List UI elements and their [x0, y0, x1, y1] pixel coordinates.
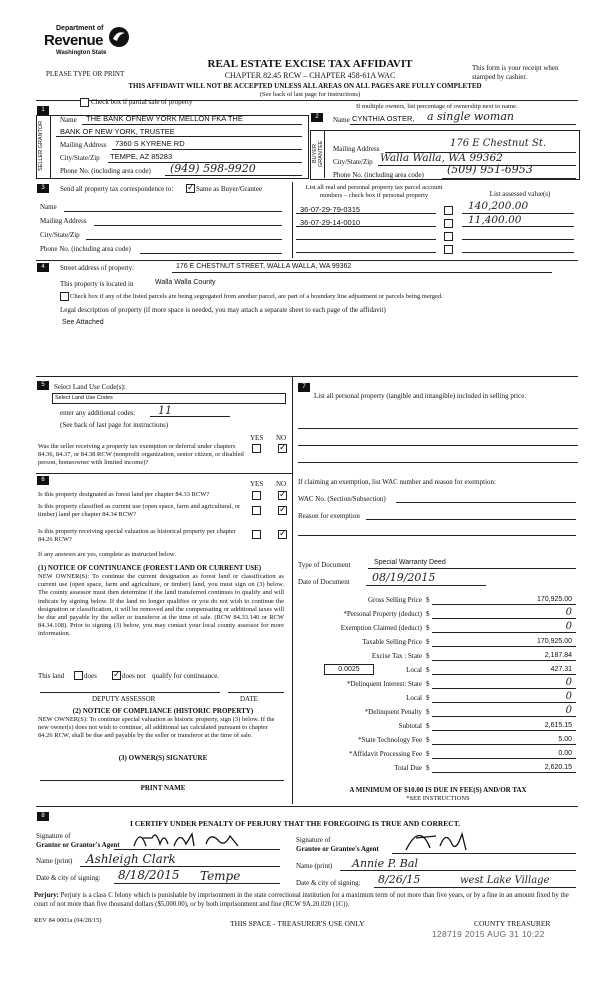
grantor-sig-label2: Grantor or Grantor's Agent	[36, 841, 120, 849]
grantee-phone-line	[442, 178, 576, 179]
personal-line-3	[298, 462, 578, 463]
tax-row-currency: $	[426, 750, 430, 758]
notice1-body: NEW OWNER(S): To continue the current designation as forest land or classification as current use (open space, farm and agriculture, or timber) land, you must sign on (3) below. The county assessor must then determine if the land transferred continues to qualify and will indicate by signing below. If the land no longer qualifies or you do not wish to continue the designation or classification, it will be removed and the compensating or additional taxes will be due and payable by the seller or transferor at the time of sale. (RCW 84.33.140 or RCW 84.34.108). Prior to signing (3) below, you may contact your local county assessor for more information.	[38, 573, 284, 638]
tax-row-currency: $	[426, 624, 430, 632]
sec2-side-label: BUYER GRANTEE	[312, 140, 324, 168]
check-mark-icon: ✓	[187, 182, 195, 192]
tax-row-value: 170,925.00	[536, 638, 572, 645]
tax-row-value: 2,620.15	[544, 764, 572, 771]
land-use-select[interactable]: Select Land Use Codes	[52, 393, 286, 404]
sec5-see-back: (See back of last page for instructions)	[60, 421, 169, 429]
tax-row-line	[432, 772, 576, 773]
sec8-top-rule	[36, 806, 578, 807]
check-mark-icon: ✓	[279, 489, 287, 499]
parcel-2-value-line	[462, 226, 574, 227]
grantor-phone-label: Phone No. (including area code)	[60, 167, 151, 175]
tax-row-line	[432, 660, 576, 661]
grantor-sig-line	[114, 849, 280, 850]
grantor-name-line2	[56, 136, 302, 137]
exemption-question: Was the seller receiving a property tax exemption or deferral under chapters 84.36, 84.37, or 84.38 RCW (nonprofit organization, senior citizen, or disabled person, homeowner with limited income)?	[38, 443, 244, 466]
tax-row-currency: $	[426, 764, 430, 772]
receipt-note: This form is your receipt when stamped by cashier.	[472, 64, 559, 81]
sec8-badge: 8	[37, 812, 49, 821]
land-does-not-label: does not	[122, 672, 146, 680]
minimum-note: A MINIMUM OF $10.00 IS DUE IN FEE(S) AND/OR TAX	[349, 786, 527, 794]
tax-row-currency: $	[426, 708, 430, 716]
deputy-date-line	[228, 692, 284, 693]
historic-question: Is this property receiving special valuation as historical property per chapter 84.26 RCW?	[38, 528, 236, 543]
partial-sale-label: Check box if partial sale of property	[91, 98, 193, 106]
parcel-1-number: 36-07-29-79-0315	[300, 205, 361, 214]
grantor-name-label: Name	[60, 116, 77, 124]
grantor-name-value2: BANK OF NEW YORK, TRUSTEE	[60, 127, 175, 136]
segregated-label: Check box if any of the listed parcels are being segregated from another parcel, are part of a boundary line adjustment or parcels being merged.	[70, 293, 443, 300]
parcel-4-line	[296, 252, 436, 253]
tax-row-value: 0	[565, 607, 572, 618]
multiple-owners-note: If multiple owners, list percentage of ownership next to name.	[356, 103, 518, 110]
treasurer-stamp: 128719 2015 AUG 31 10:22	[432, 929, 545, 939]
historic-yes-checkbox[interactable]	[252, 530, 261, 539]
please-type: PLEASE TYPE OR PRINT	[46, 70, 125, 78]
parcel-3-value-line	[462, 239, 574, 240]
tax-row-line	[432, 744, 576, 745]
tax-row-line	[432, 688, 576, 689]
tax-row-currency: $	[426, 736, 430, 744]
parcel-2-number: 36-07-29-14-0010	[300, 218, 361, 227]
grantor-date: 8/18/2015	[118, 868, 180, 882]
if-yes-note: If any answers are yes, complete as instructed below.	[38, 551, 176, 558]
dept-line2: Revenue	[44, 32, 104, 49]
land-does-label: does	[84, 672, 97, 680]
tax-row-value: 2,615.15	[544, 722, 572, 729]
owner-signature-line	[40, 780, 284, 781]
see-back-header: (See back of last page for instructions)	[259, 91, 361, 98]
grantor-city-value: TEMPE, AZ 85283	[110, 152, 173, 161]
personal-line-2	[298, 445, 578, 446]
reason-line-2	[298, 535, 576, 536]
grantor-name-print-label: Name (print)	[36, 857, 73, 865]
tax-row-value: 0	[565, 621, 572, 632]
grantee-name-line	[350, 124, 576, 125]
sec2-divider	[324, 130, 325, 178]
grantee-print-line	[340, 870, 576, 871]
perjury-bold: Perjury:	[34, 892, 59, 899]
parcel-4-personal-checkbox[interactable]	[444, 245, 453, 254]
legal-description-value: See Attached	[62, 319, 104, 326]
sec4-top-rule	[36, 260, 578, 261]
forest-land-question: Is this property designated as forest land per chapter 84.33 RCW?	[38, 491, 210, 498]
check-mark-icon: ✓	[279, 528, 287, 538]
tax-row-currency: $	[426, 610, 430, 618]
grantor-print-line	[80, 866, 280, 867]
sec6-yes-header: YES	[250, 480, 264, 488]
parcel-3-line	[296, 239, 436, 240]
tax-row-label: *Affidavit Processing Fee	[349, 750, 422, 758]
grantee-city-value: Walla Walla, WA 99362	[380, 152, 503, 164]
check-mark-icon: ✓	[279, 442, 287, 452]
street-address-value: 176 E CHESTNUT STREET, WALLA WALLA, WA 99362	[176, 263, 352, 270]
grantee-sig-label1: Signature of	[296, 836, 331, 844]
sec5-top-rule	[36, 376, 578, 377]
dept-line1: Department of	[56, 25, 104, 32]
tax-row-currency: $	[426, 722, 430, 730]
doc-type-label: Type of Document	[298, 561, 351, 569]
same-as-buyer-checkbox[interactable]	[186, 184, 195, 193]
tax-row-line	[432, 604, 576, 605]
grantor-phone-value: (949) 598-9920	[170, 162, 256, 175]
check-mark-icon: ✓	[113, 669, 121, 679]
notice1-title: (1) NOTICE OF CONTINUANCE (FOREST LAND OR CURRENT USE)	[38, 564, 262, 572]
historic-no-checkbox[interactable]	[278, 530, 287, 539]
county-treasurer: COUNTY TREASURER	[474, 919, 551, 928]
parcel-2-personal-checkbox[interactable]	[444, 219, 453, 228]
street-address-label: Street address of property:	[60, 264, 135, 272]
grantee-date: 8/26/15	[378, 873, 421, 886]
tax-row-line	[432, 702, 576, 703]
grantor-city: Tempe	[200, 869, 241, 883]
doc-type-line	[368, 568, 576, 569]
perjury-text: Perjury is a class C felony which is punishable by imprisonment in the state correctional institution for a maximum term of not more than five years, or by a fine in an amount fixed by the court of not more than five thousand dollars ($5,000.00), or by both imprisonment and fine (RCW 9A.20.020 (1C)).	[34, 892, 569, 908]
sec1-side-label: SELLER GRANTOR	[38, 120, 44, 172]
tax-row-label: *Delinquent Interest: State	[346, 680, 422, 688]
grantee-sig-line	[392, 853, 576, 854]
local-rate-box: 0.0025	[324, 664, 374, 675]
grantor-sig-label1: Signature of	[36, 832, 71, 840]
legal-description-label: Legal description of property (if more space is needed, you may attach a separate sheet to each page of the affidavit)	[60, 306, 386, 314]
additional-codes-value[interactable]: 11	[158, 404, 172, 417]
personal-line-1	[298, 428, 578, 429]
land-does-not-checkbox[interactable]	[112, 671, 121, 680]
tax-row-currency: $	[426, 680, 430, 688]
wac-line	[396, 502, 576, 503]
grantor-city-label: City/State/Zip	[60, 154, 100, 162]
warning-line: THIS AFFIDAVIT WILL NOT BE ACCEPTED UNLESS ALL AREAS ON ALL PAGES ARE FULLY COMPLETED	[128, 82, 482, 90]
tax-row-label: Total Due	[394, 764, 422, 772]
dept-line3: Washington State	[56, 50, 107, 56]
tax-row-value: 2,187.84	[544, 652, 572, 659]
sec6-no-header: NO	[276, 480, 287, 488]
grantor-name-line	[82, 124, 302, 125]
tax-row-label: Taxable Selling Price	[362, 638, 422, 646]
grantor-name-value: THE BANK OFNEW YORK MELLON FKA THE	[86, 114, 243, 123]
sec2-badge: 2	[311, 113, 323, 122]
current-use-no-checkbox[interactable]	[278, 506, 287, 515]
owner-signature-label: (3) OWNER(S) SIGNATURE	[118, 754, 208, 762]
grantee-phone-label: Phone No. (including area code)	[333, 171, 424, 179]
corr-name-line	[64, 211, 282, 212]
this-land-label: This land	[38, 672, 65, 680]
notice2-title: (2) NOTICE OF COMPLIANCE (HISTORIC PROPERTY)	[72, 707, 254, 715]
grantee-city: west Lake Village	[460, 875, 550, 886]
personal-property-label: List all personal property (tangible and intangible) included in selling price.	[314, 392, 527, 400]
tax-row-currency: $	[426, 638, 430, 646]
grantee-name-label: Name	[333, 116, 350, 124]
sec6-badge: 6	[37, 476, 49, 485]
reason-label: Reason for exemption	[298, 512, 360, 520]
parcel-3-personal-checkbox[interactable]	[444, 232, 453, 241]
parcel-1-personal-checkbox[interactable]	[444, 206, 453, 215]
current-use-yes-checkbox[interactable]	[252, 506, 261, 515]
see-instructions: *SEE INSTRUCTIONS	[406, 795, 470, 802]
reason-line-1	[366, 519, 576, 520]
print-name-label: PRINT NAME	[140, 784, 186, 792]
sec3-badge: 3	[37, 184, 49, 193]
tax-row-label: Exemption Claimed (deduct)	[340, 624, 422, 632]
street-address-line	[172, 272, 552, 273]
tax-row-currency: $	[426, 596, 430, 604]
revenue-swirl-icon	[108, 26, 130, 48]
tax-row-currency: $	[426, 694, 430, 702]
tax-row-line	[432, 716, 576, 717]
grantee-signature	[400, 820, 490, 856]
sec6-top-rule	[36, 473, 292, 474]
corr-city-label: City/State/Zip	[40, 231, 80, 239]
grantee-name-print-label: Name (print)	[296, 862, 333, 870]
sec1-divider	[50, 115, 51, 178]
tax-row-line	[432, 618, 576, 619]
tax-row-label: *Personal Property (deduct)	[343, 610, 422, 618]
grantor-print-name: Ashleigh Clark	[86, 852, 176, 866]
tax-row-label: Local	[406, 694, 422, 702]
form-number: REV 84 0001a (04/28/15)	[34, 917, 102, 924]
tax-row-value: 170,925.00	[536, 596, 572, 603]
grantor-mailing-line	[112, 149, 302, 150]
parcel-1-value: 140,200.00	[468, 200, 529, 212]
tax-row-value: 427.31	[550, 666, 572, 673]
sec4-badge: 4	[37, 263, 49, 272]
tax-row-line	[432, 646, 576, 647]
tax-row-line	[432, 674, 576, 675]
tax-row-line	[432, 758, 576, 759]
parcels-header: List all real and personal property tax parcel account numbers – check box if personal property	[305, 184, 443, 199]
sec5-yes-header: YES	[250, 434, 264, 442]
corr-mailing-line	[94, 225, 282, 226]
form-title: REAL ESTATE EXCISE TAX AFFIDAVIT	[207, 58, 413, 70]
deputy-date-label: DATE	[240, 695, 258, 703]
tax-row-value: 0	[565, 691, 572, 702]
corr-name-label: Name	[40, 203, 57, 211]
assessed-header: List assessed value(s)	[489, 190, 551, 198]
tax-row-currency: $	[426, 666, 430, 674]
grantee-city-label: City/State/Zip	[333, 158, 373, 166]
partial-sale-checkbox[interactable]	[80, 98, 89, 107]
qualify-label: qualify for continuance.	[152, 672, 220, 680]
additional-codes-line	[150, 416, 230, 417]
grantor-mailing-value: 7360 S KYRENE RD	[115, 139, 185, 148]
grantee-mailing-value: 176 E Chestnut St.	[450, 138, 547, 149]
tax-row-label: *State Technology Fee	[358, 736, 422, 744]
doc-date-line	[366, 585, 486, 586]
corr-phone-line	[140, 253, 282, 254]
check-mark-icon: ✓	[279, 504, 287, 514]
located-value: Walla Walla County	[155, 279, 216, 286]
grantor-phone-line	[165, 175, 302, 176]
form-chapter: CHAPTER 82.45 RCW – CHAPTER 458-61A WAC	[224, 71, 396, 80]
sec3-divider	[292, 182, 293, 258]
tax-row-value: 0	[565, 677, 572, 688]
grantee-date-label: Date & city of signing:	[296, 879, 361, 887]
grantor-date-line	[114, 883, 280, 884]
parcel-4-value-line	[462, 252, 574, 253]
land-does-checkbox[interactable]	[74, 671, 83, 680]
sec1-badge: 1	[37, 106, 49, 115]
additional-codes-label: enter any additional codes:	[60, 409, 136, 417]
exemption-yes-checkbox[interactable]	[252, 444, 261, 453]
notice2-body: NEW OWNER(S): To continue special valuation as historic property, sign (3) below. If the new owner(s) does not wish to continue, all additional tax calculated pursuant to chapter 84.26 RCW, shall be due and payable by the seller or transferor at the time of sale.	[38, 716, 275, 740]
dept-logo	[44, 20, 154, 64]
tax-row-currency: $	[426, 652, 430, 660]
corr-mailing-label: Mailing Address	[40, 217, 87, 225]
doc-date-value: 08/19/2015	[372, 571, 436, 584]
doc-type-value: Special Warranty Deed	[374, 559, 446, 566]
same-as-buyer-label: Same as Buyer/Grantee	[196, 185, 263, 193]
grantor-mailing-label: Mailing Address	[60, 141, 107, 149]
tax-row-label: Excise Tax : State	[371, 652, 422, 660]
grantee-date-line	[374, 887, 576, 888]
doc-date-label: Date of Document	[298, 578, 350, 586]
grantee-name-hand: a single woman	[427, 110, 514, 123]
sec7-badge: 7	[298, 383, 310, 392]
tax-row-value: 0	[565, 705, 572, 716]
tax-row-value: 0.00	[558, 750, 572, 757]
tax-row-value: 5.00	[558, 736, 572, 743]
corr-phone-label: Phone No. (including area code)	[40, 245, 131, 253]
sec5-badge: 5	[37, 381, 49, 390]
exemption-claim-label: If claiming an exemption, list WAC number and reason for exemption:	[298, 478, 496, 486]
perjury-note	[34, 892, 582, 909]
parcel-2-line	[296, 226, 436, 227]
tax-row-label: *Delinquent Penalty	[364, 708, 422, 716]
mid-divider	[292, 376, 293, 804]
tax-row-label: Gross Selling Price	[367, 596, 422, 604]
forest-yes-checkbox[interactable]	[252, 491, 261, 500]
parcel-1-line	[296, 213, 436, 214]
grantor-date-label: Date & city of signing:	[36, 874, 101, 882]
certify-statement: I CERTIFY UNDER PENALTY OF PERJURY THAT THE FOREGOING IS TRUE AND CORRECT.	[130, 819, 461, 828]
grantee-name-value: CYNTHIA OSTER,	[352, 114, 415, 123]
tax-row-label: Local	[406, 666, 422, 674]
segregated-checkbox[interactable]	[60, 292, 69, 301]
corr-city-line	[86, 239, 282, 240]
treasurer-space: THIS SPACE - TREASURER'S USE ONLY	[230, 919, 365, 928]
grantee-phone-value: (509) 951-6953	[447, 163, 533, 176]
forest-no-checkbox[interactable]	[278, 491, 287, 500]
grantee-mailing-label: Mailing Address	[333, 145, 380, 153]
grantee-print-name: Annie P. Bal	[352, 857, 418, 870]
exemption-no-checkbox[interactable]	[278, 444, 287, 453]
tax-row-line	[432, 730, 576, 731]
tax-row-label: Subtotal	[398, 722, 422, 730]
grantee-sig-label2: Grantee or Grantee's Agent	[296, 845, 379, 853]
current-use-question: Is this property classified as current use (open space, farm and agricultural, or timber) land per chapter 84.34 RCW?	[38, 503, 241, 518]
located-label: This property is located in	[60, 280, 134, 288]
parcel-2-value: 11,400.00	[468, 214, 522, 226]
deputy-label: DEPUTY ASSESSOR	[92, 695, 156, 703]
wac-label: WAC No. (Section/Subsection)	[298, 495, 386, 503]
land-use-label: Select Land Use Code(s):	[54, 383, 126, 391]
sec5-no-header: NO	[276, 434, 287, 442]
send-correspondence-label: Send all property tax correspondence to:	[60, 185, 174, 193]
tax-row-line	[432, 632, 576, 633]
deputy-line	[40, 692, 220, 693]
